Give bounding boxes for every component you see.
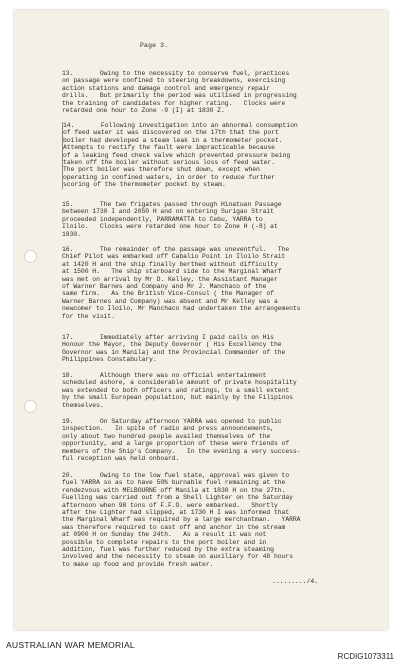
paragraph-20: 20. Owing to the low fuel state, approval was given to fuel YARRA so as to have 50% burnable fuel remaining at the rendezvous with MELBOURNE off Manila at 1830 H on the 27th. Fuelling was carried out from a Shell Lighter on the Saturday afternoon when 98 tons of F.F.O. were embarked. Shortly after the Lighter had slipped, at 1730 H I was informed that the Marginal Wharf was required by a large merchantman. YARRA was therefore required to cast off and anchor in the stream at 0900 H on Sunday the 24th. As a result it was not possible to complete repairs to the port boiler and in addition, fuel was further reduced by the extra steaming involved and the necessity to steam on auxiliary for 48 hours to make up food and provide fresh water. xyxy=(62,472,301,568)
paragraph-16: 16. The remainder of the passage was uneventful. The Chief Pilot was embarked off Cabalio Point in Iloilo Strait at 1420 H and the ship finally berthed without difficulty at 1500 H. The ship starboard side to the Marginal Wharf was met on arrival by Mr D. Kelley, the Assistant Manager of Warner Barnes and Company and Mr J. Manchaco of the same firm. As the British Vice-Consul ( the Manager of Warner Barnes and Company) was absent and Mr Kelley was a newcomer to Iloilo, Mr Manchaco had undertaken the arrangements for the visit. xyxy=(62,246,301,320)
record-id: RCDIG1073311 xyxy=(337,652,394,661)
paragraph-17: 17. Immediately after arriving I paid calls on His Honour the Mayor, the Deputy Governor ( His Excellency the Governor was in Manila) and the Provincial Commander of the Philippines Constabulary. xyxy=(62,334,286,364)
paragraph-18: 18. Although there was no official entertainment scheduled ashore, a considerable amount of private hospitality was extended to both officers and ratings, to a small extent by the small European population, but mainly by the Filipinos themselves. xyxy=(62,372,297,409)
paragraph-13: 13. Owing to the necessity to conserve fuel, practices on passage were confined to steering breakdowns, exercising action stations and damage control and emergency repair drills. But primarily the period was utilised in progressing the training of candidates for higher rating. Clocks were retarded one hour to Zone -9 (I) at 1830 Z. xyxy=(62,70,297,115)
page-number: Page 3. xyxy=(140,42,169,49)
paragraph-15: 15. The two frigates passed through Hinatuan Passage between 1730 I and 2050 H and on entering Surigao Strait proceeded independently, PARRAMATTA to Cebu, YARRA to Iloilo. Clocks were retarded one hour to Zone H (-8) at 1830. xyxy=(62,201,282,238)
punch-hole-top xyxy=(24,250,37,263)
archive-attribution: AUSTRALIAN WAR MEMORIAL xyxy=(6,640,135,650)
continuation-marker: ........./4. xyxy=(272,578,319,585)
punch-hole-bottom xyxy=(24,400,37,413)
paragraph-19: 19. On Saturday afternoon YARRA was opened to public inspection. In spite of radio and press announcements, only about two hundred people availed themselves of the opportunity, and a large proportion of these were friends of members of the Ship's Company. In the evening a very success- ful reception was held onboard. xyxy=(62,418,301,463)
paragraph-14: 14. Following investigation into an abnormal consumption of feed water it was discovered on the 17th that the port boiler had developed a steam leak in a thermometer pocket. Attempts to rectify the fault were impracticable because of a leaking feed check valve which prevented pressure being taken off the boiler without serious loss of feed water. The port boiler was therefore shut down, except when operating in confined waters, in order to reduce further scoring of the thermometer pocket by steam. xyxy=(62,122,380,189)
